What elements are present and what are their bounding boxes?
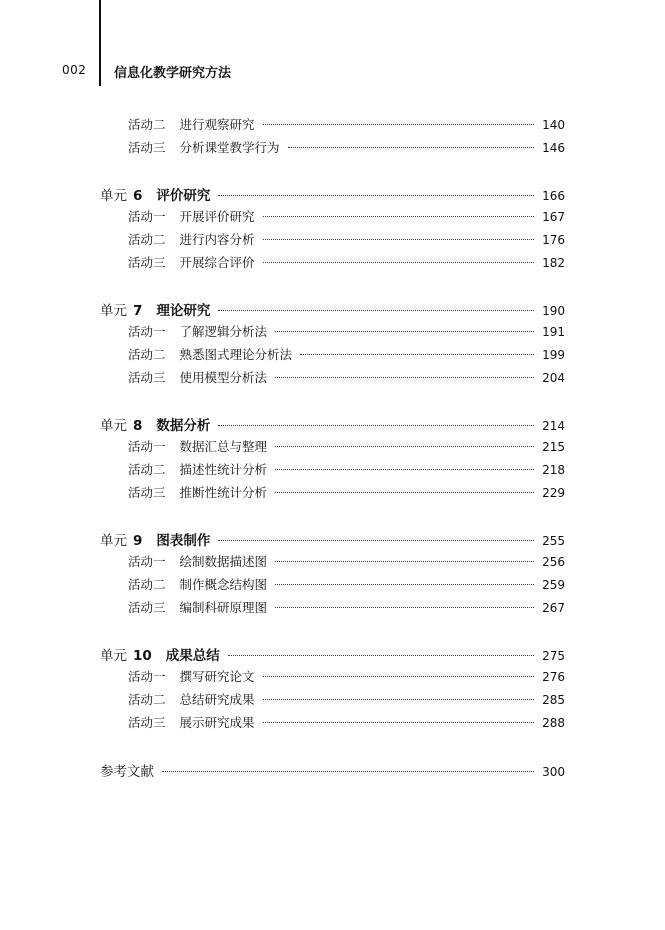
toc-page-number: 288: [542, 716, 565, 730]
toc-unit-entry[interactable]: [100, 529, 565, 549]
toc-activity-entry[interactable]: [128, 115, 565, 135]
header-rule: [99, 0, 101, 86]
toc-activity-label: 活动二: [128, 347, 166, 362]
toc-unit-label: 参考文献: [100, 764, 154, 780]
toc-activity-label: 活动三: [128, 370, 166, 385]
toc-activity-title: 撰写研究论文: [179, 669, 255, 684]
dot-leader: [275, 607, 534, 608]
toc-page-number: 256: [542, 555, 565, 569]
toc-page-number: 218: [542, 463, 565, 477]
toc-page-number: 215: [542, 440, 565, 454]
toc-activity-title: 数据汇总与整理: [179, 439, 268, 454]
toc-activity-entry[interactable]: [128, 253, 565, 273]
toc-page-number: 146: [542, 141, 565, 155]
toc-unit-label: 单元: [100, 303, 127, 319]
toc-page-number: 191: [542, 325, 565, 339]
toc-unit-entry[interactable]: [100, 299, 565, 319]
toc-activity-entry[interactable]: [128, 575, 565, 595]
toc-page-number: 182: [542, 256, 565, 270]
toc-activity-entry[interactable]: [128, 437, 565, 457]
toc-activity-title: 开展综合评价: [179, 255, 255, 270]
toc-activity-title: 了解逻辑分析法: [179, 324, 268, 339]
toc-unit-number: 8: [133, 418, 143, 434]
toc-unit-number: 7: [133, 303, 143, 319]
toc-activity-label: 活动二: [128, 232, 166, 247]
toc-page-number: 276: [542, 670, 565, 684]
dot-leader: [288, 147, 535, 148]
toc-activity-label: 活动三: [128, 600, 166, 615]
toc-activity-label: 活动一: [128, 669, 166, 684]
toc-unit-label: 单元: [100, 648, 127, 664]
toc-activity-title: 熟悉图式理论分析法: [179, 347, 293, 362]
toc-activity-entry[interactable]: [128, 713, 565, 733]
toc-unit-title: 成果总结: [165, 648, 220, 664]
dot-leader: [263, 676, 535, 677]
toc-activity-entry[interactable]: [128, 368, 565, 388]
toc-activity-title: 描述性统计分析: [179, 462, 268, 477]
dot-leader: [300, 354, 534, 355]
dot-leader: [263, 722, 535, 723]
toc-activity-title: 编制科研原理图: [179, 600, 268, 615]
toc-activity-entry[interactable]: [128, 690, 565, 710]
toc-activity-label: 活动一: [128, 324, 166, 339]
toc-unit-number: 10: [133, 648, 152, 664]
toc-unit-title: 评价研究: [156, 188, 211, 204]
toc-activity-label: 活动三: [128, 255, 166, 270]
toc-activity-label: 活动二: [128, 577, 166, 592]
dot-leader: [275, 584, 534, 585]
toc-activity-title: 开展评价研究: [179, 209, 255, 224]
dot-leader: [263, 699, 535, 700]
dot-leader: [218, 195, 534, 196]
toc-activity-label: 活动一: [128, 439, 166, 454]
dot-leader: [275, 469, 534, 470]
toc-activity-entry[interactable]: [128, 552, 565, 572]
toc-activity-entry[interactable]: [128, 230, 565, 250]
toc-activity-label: 活动二: [128, 117, 166, 132]
toc-activity-entry[interactable]: [128, 322, 565, 342]
toc-page-number: 140: [542, 118, 565, 132]
toc-unit-title: 理论研究: [156, 303, 211, 319]
toc-activity-title: 总结研究成果: [179, 692, 255, 707]
toc-page-number: 267: [542, 601, 565, 615]
toc-unit-label: 单元: [100, 188, 127, 204]
toc-activity-label: 活动二: [128, 462, 166, 477]
toc-unit-title: 图表制作: [156, 533, 211, 549]
dot-leader: [275, 446, 534, 447]
toc-activity-entry[interactable]: [128, 207, 565, 227]
dot-leader: [162, 771, 534, 772]
toc-unit-entry[interactable]: [100, 760, 565, 780]
toc-activity-entry[interactable]: [128, 483, 565, 503]
toc-page-number: 285: [542, 693, 565, 707]
toc-page-number: 255: [542, 534, 565, 548]
toc-activity-entry[interactable]: [128, 667, 565, 687]
toc-unit-label: 单元: [100, 418, 127, 434]
toc-page-number: 214: [542, 419, 565, 433]
dot-leader: [275, 492, 534, 493]
dot-leader: [275, 331, 534, 332]
toc-activity-title: 展示研究成果: [179, 715, 255, 730]
toc-page-number: 167: [542, 210, 565, 224]
toc-activity-title: 进行内容分析: [179, 232, 255, 247]
book-title: 信息化教学研究方法: [114, 66, 232, 81]
toc-page-number: 300: [542, 765, 565, 779]
dot-leader: [263, 262, 535, 263]
dot-leader: [218, 425, 534, 426]
toc-activity-title: 分析课堂教学行为: [179, 140, 280, 155]
dot-leader: [218, 540, 534, 541]
toc-activity-label: 活动三: [128, 715, 166, 730]
toc-activity-entry[interactable]: [128, 598, 565, 618]
toc-activity-entry[interactable]: [128, 138, 565, 158]
toc-page-number: 166: [542, 189, 565, 203]
toc-unit-number: 9: [133, 533, 143, 549]
toc-unit-number: 6: [133, 188, 143, 204]
dot-leader: [218, 310, 534, 311]
toc-unit-label: 单元: [100, 533, 127, 549]
dot-leader: [263, 124, 535, 125]
toc-page-number: 204: [542, 371, 565, 385]
toc-activity-title: 进行观察研究: [179, 117, 255, 132]
toc-activity-entry[interactable]: [128, 460, 565, 480]
dot-leader: [228, 655, 534, 656]
toc-activity-title: 绘制数据描述图: [179, 554, 268, 569]
toc-activity-label: 活动三: [128, 140, 166, 155]
toc-page-number: 229: [542, 486, 565, 500]
toc-page-number: 176: [542, 233, 565, 247]
toc-activity-title: 制作概念结构图: [179, 577, 268, 592]
toc-unit-entry[interactable]: [100, 184, 565, 204]
toc-activity-label: 活动一: [128, 554, 166, 569]
toc-activity-label: 活动一: [128, 209, 166, 224]
toc-page-number: 190: [542, 304, 565, 318]
toc-page-number: 275: [542, 649, 565, 663]
toc-activity-label: 活动二: [128, 692, 166, 707]
toc-unit-entry[interactable]: [100, 644, 565, 664]
dot-leader: [275, 377, 534, 378]
toc-page-number: 199: [542, 348, 565, 362]
toc-activity-title: 使用模型分析法: [179, 370, 268, 385]
dot-leader: [275, 561, 534, 562]
toc-unit-title: 数据分析: [156, 418, 211, 434]
toc-activity-entry[interactable]: [128, 345, 565, 365]
dot-leader: [263, 239, 535, 240]
toc-unit-entry[interactable]: [100, 414, 565, 434]
toc-activity-title: 推断性统计分析: [179, 485, 268, 500]
toc-activity-label: 活动三: [128, 485, 166, 500]
page-number: 002: [62, 63, 87, 77]
dot-leader: [263, 216, 535, 217]
toc-page-number: 259: [542, 578, 565, 592]
